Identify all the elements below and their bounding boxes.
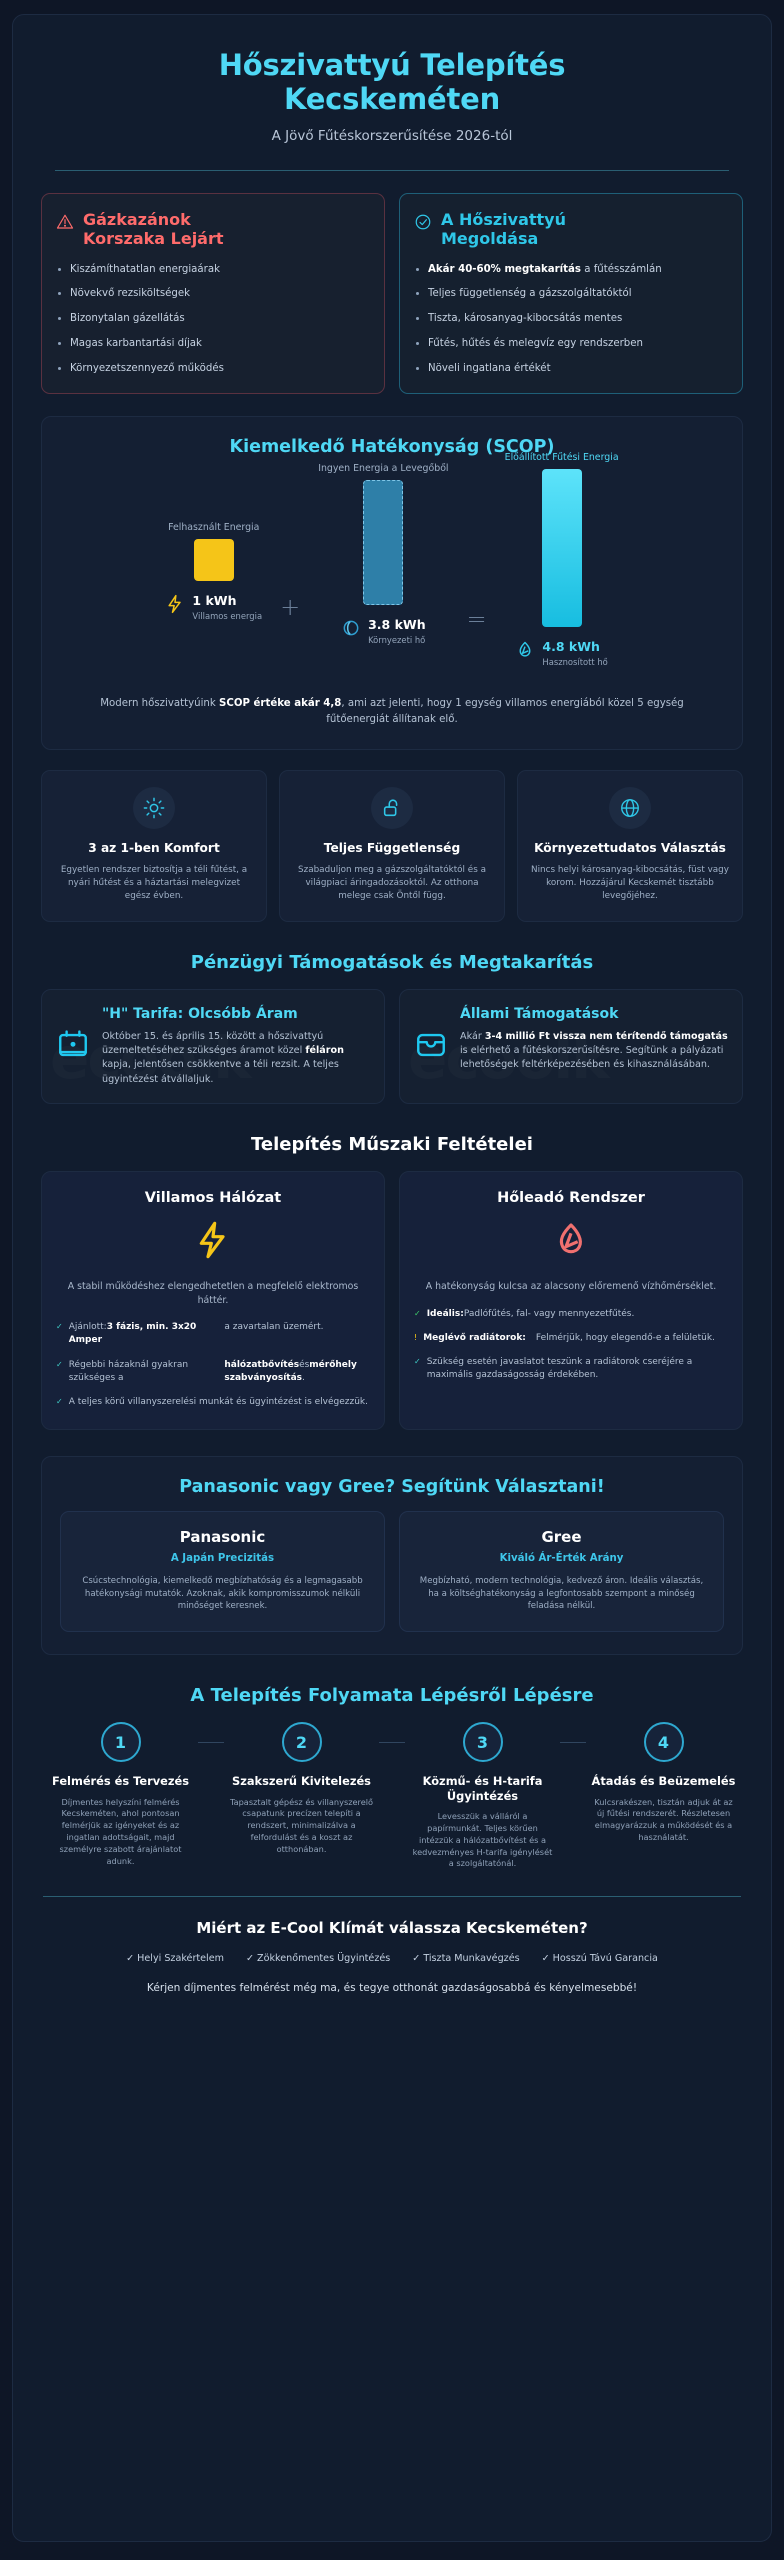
chart-bars-row <box>60 452 724 668</box>
list-item-text: A teljes körű villanyszerelési munkát és ügyintézést is elvégezzük. <box>68 1396 368 1407</box>
footer-divider <box>43 1896 741 1897</box>
bar-value-block <box>515 636 607 667</box>
air-icon <box>341 618 361 642</box>
page-header <box>33 49 751 171</box>
text-bold: 3-4 millió Ft vissza nem térítendő támogatás <box>484 1030 728 1042</box>
check-icon: ✓ <box>245 1953 255 1965</box>
unlock-icon <box>371 787 413 829</box>
chart-bar-group-electric <box>165 522 262 621</box>
tech-card-emitter <box>399 1171 743 1429</box>
flame-icon <box>414 1218 728 1266</box>
card-title <box>441 210 566 248</box>
technical-section <box>33 1171 751 1429</box>
support-card-body <box>102 1006 370 1088</box>
card-gas-boiler-problems <box>41 193 385 394</box>
feature-title: Teljes Függetlenség <box>323 841 461 856</box>
feature-title: 3 az 1-ben Komfort <box>88 841 220 856</box>
footer-chip-label: Hosszú Távú Garancia <box>552 1953 658 1965</box>
text-pre: Akár <box>460 1030 485 1042</box>
header-divider <box>55 170 729 171</box>
card-title-line1: A Hőszivattyú <box>441 210 566 230</box>
feature-card-independence <box>279 770 505 922</box>
list-item-label: Meglévő radiátorok: <box>423 1332 526 1343</box>
check-icon: ✓ <box>414 1356 421 1366</box>
bar-value: 3.8 kWh <box>368 617 426 633</box>
footer-chip <box>246 1953 390 1964</box>
bar-sublabel: Környezeti hő <box>368 635 426 646</box>
footer-cta-text: Kérjen díjmentes felmérést még ma, és tegye otthonát gazdaságosabbá és kényelmesebbé! <box>146 1982 638 1995</box>
check-icon: ✓ <box>56 1396 63 1406</box>
globe-icon <box>609 787 651 829</box>
step-text: Díjmentes helyszíni felmérés Kecskeméten, ahol pontosan felmérjük az igényeket és az ingatlan adottságait, majd személyre szabott árajánlatot adunk. <box>59 1796 182 1867</box>
list-item <box>414 1356 728 1382</box>
brand-card-gree <box>399 1511 724 1633</box>
scop-chart-panel <box>41 416 743 750</box>
warning-triangle-icon <box>56 213 74 235</box>
list-item-text: a fűtésszámlán <box>580 263 662 275</box>
brand-card-panasonic <box>60 1511 385 1633</box>
list-item-content <box>427 1308 635 1321</box>
process-steps <box>33 1722 751 1870</box>
footer-title: Miért az E-Cool Klímát válassza Kecskeméten? <box>196 1919 588 1938</box>
equals-operator-icon: = <box>466 605 487 634</box>
footer-chip <box>412 1953 519 1964</box>
feature-card-comfort <box>41 770 267 922</box>
scop-chart <box>60 452 724 682</box>
process-section-heading: A Telepítés Folyamata Lépésről Lépésre <box>190 1685 594 1707</box>
support-card-title: "H" Tarifa: Olcsóbb Áram <box>102 1005 298 1022</box>
tech-card-lead: A stabil működéshez elengedhetetlen a megfelelő elektromos háttér. <box>67 1281 359 1306</box>
footer-section <box>33 1919 751 1994</box>
page-title-line1: Hőszivattyú Telepítés <box>218 48 566 82</box>
step-number-badge: 1 <box>101 1722 141 1762</box>
step-connector <box>560 1742 586 1743</box>
bar-sublabel: Hasznosított hő <box>542 657 608 668</box>
brand-name: Gree <box>541 1527 582 1546</box>
step-title: Közmű- és H-tarifa Ügyintézés <box>422 1774 543 1803</box>
support-card-text <box>460 1030 728 1073</box>
bar-sublabel: Villamos energia <box>192 611 263 622</box>
bar-category-label: Előállított Fűtési Energia <box>504 452 619 464</box>
feature-text: Egyetlen rendszer biztosítja a téli fűtést, a nyári hűtést és a háztartási melegvizet egész évben. <box>60 865 248 901</box>
chart-bar-group-free-energy <box>318 463 448 645</box>
support-card-state-subsidy <box>399 989 743 1105</box>
card-header <box>414 210 728 248</box>
text-bold: féláron <box>305 1045 344 1057</box>
footer-chip <box>126 1953 224 1964</box>
page-title <box>33 49 751 116</box>
bolt-icon <box>165 593 185 619</box>
chart-title: Kiemelkedő Hatékonyság (SCOP) <box>229 437 555 458</box>
card-header <box>56 210 370 248</box>
brand-text: Csúcstechnológia, kiemelkedő megbízhatóság és a legmagasabb hatékonysági mutatók. Azoknak, akik kompromisszumok nélküli minőséget keresnek. <box>82 1575 363 1612</box>
list-item: Teljes függetlenség a gázszolgáltatóktól <box>414 287 728 301</box>
process-step-3 <box>405 1722 560 1870</box>
list-item: Növekvő rezsiköltségek <box>56 287 370 301</box>
bar-free-energy <box>363 480 403 605</box>
list-item-text: Padlófűtés, fal- vagy mennyezetfűtés. <box>463 1308 635 1319</box>
electrical-requirements-list <box>56 1321 370 1408</box>
feature-title: Környezettudatos Választás <box>534 841 726 856</box>
step-number-badge: 2 <box>282 1722 322 1762</box>
bar-value-text <box>542 636 607 667</box>
list-item-label: Ideális: <box>426 1308 464 1319</box>
tech-card-title: Villamos Hálózat <box>144 1190 282 1207</box>
text-post: is elérhető a fűtéskorszerűsítésre. Segítünk a pályázati lehetőségek feltérképezésében és kihasználásában. <box>460 1045 724 1071</box>
exclamation-icon: ! <box>414 1332 418 1342</box>
bar-value-block <box>165 590 262 621</box>
benefit-list <box>414 263 728 376</box>
brand-section-heading: Panasonic vagy Gree? Segítünk Választani! <box>179 1476 605 1497</box>
list-item-content <box>69 1359 370 1385</box>
check-icon: ✓ <box>126 1953 135 1965</box>
list-item: Növeli ingatlana értékét <box>414 362 728 376</box>
card-title-line2: Korszaka Lejárt <box>83 229 224 249</box>
process-step-2 <box>224 1722 379 1856</box>
check-icon: ✓ <box>56 1359 63 1369</box>
brand-text: Megbízható, modern technológia, kedvező áron. Ideális választás, ha a költséghatékonyság a legfontosabb szempont a minőség feladása nélkül. <box>419 1575 704 1612</box>
plus-operator-icon: + <box>280 593 301 622</box>
list-item-bold2: mérőhely szabványosítás <box>224 1359 357 1383</box>
list-item: Bizonytalan gázellátás <box>56 312 370 326</box>
step-text: Kulcsrakészen, tisztán adjuk át az új fűtési rendszerét. Részletesen elmagyarázzuk a működését és a használatát. <box>594 1796 733 1843</box>
note-post: , ami azt jelenti, hogy 1 egység villamos energiából közel 5 egység fűtőenergiát állítanak elő. <box>326 698 684 725</box>
list-item-label: Régebbi házaknál gyakran szükséges a <box>68 1359 189 1383</box>
list-item-content <box>423 1332 728 1345</box>
note-bold: SCOP értéke akár 4,8 <box>219 698 342 710</box>
check-icon: ✓ <box>56 1322 63 1332</box>
brand-tagline: A Japán Precizitás <box>170 1552 275 1564</box>
step-title: Felmérés és Tervezés <box>52 1774 189 1789</box>
list-item-label: Ajánlott: <box>68 1322 107 1333</box>
page-title-line2: Kecskeméten <box>283 81 501 116</box>
list-item: Fűtés, hűtés és melegvíz egy rendszerben <box>414 337 728 351</box>
list-item-content <box>69 1321 370 1347</box>
step-title: Szakszerű Kivitelezés <box>232 1774 371 1789</box>
footer-chip-label: Zökkenőmentes Ügyintézés <box>257 1953 391 1965</box>
list-item-bold: 3 fázis, min. 3x20 Amper <box>68 1322 197 1346</box>
process-step-1 <box>43 1722 198 1868</box>
list-item-right <box>224 1359 370 1385</box>
tech-card-electrical <box>41 1171 385 1429</box>
check-icon: ✓ <box>541 1953 550 1965</box>
card-heatpump-solution <box>399 193 743 394</box>
step-number-badge: 4 <box>644 1722 684 1762</box>
step-title: Átadás és Beüzemelés <box>591 1774 736 1789</box>
list-item <box>414 1308 728 1321</box>
list-item: Kiszámíthatatlan energiaárak <box>56 263 370 277</box>
support-section <box>33 989 751 1105</box>
technical-section-heading: Telepítés Műszaki Feltételei <box>251 1134 533 1156</box>
support-card-title: Állami Támogatások <box>460 1005 619 1022</box>
tech-card-lead: A hatékonyság kulcsa az alacsony előremenő vízhőmérséklet. <box>425 1281 717 1293</box>
brand-name: Panasonic <box>179 1527 266 1546</box>
list-item <box>56 1359 370 1385</box>
chart-bar-group-output <box>505 452 619 667</box>
support-card-body <box>460 1006 728 1073</box>
bar-value-text <box>192 590 262 621</box>
infographic-frame <box>12 14 772 2542</box>
list-item-left <box>69 1359 215 1385</box>
note-pre: Modern hőszivattyúink <box>100 698 220 710</box>
list-item-bold: hálózatbővítés <box>224 1359 300 1370</box>
brand-cards-row <box>60 1511 724 1633</box>
process-step-4 <box>586 1722 741 1844</box>
sun-icon <box>133 787 175 829</box>
bar-value-text <box>368 614 426 645</box>
list-item <box>414 1332 728 1345</box>
list-item <box>56 1321 370 1347</box>
features-section <box>41 770 743 922</box>
brand-tagline: Kiváló Ár-Érték Arány <box>499 1552 624 1564</box>
comparison-section <box>33 193 751 394</box>
bar-output-energy <box>542 469 582 627</box>
list-item-bold: Akár 40-60% megtakarítás <box>428 263 581 275</box>
text-post: kapja, jelentősen csökkentve a téli rezsit. A teljes ügyintézést átvállaljuk. <box>102 1059 339 1085</box>
step-text: Levesszük a válláról a papírmunkát. Teljes körűen intézzük a hálózatbővítést és a kedvezményes H-tarifa igénylését a szolgáltatónál. <box>412 1810 553 1869</box>
support-card-text <box>102 1030 370 1088</box>
support-section-heading: Pénzügyi Támogatások és Megtakarítás <box>190 951 594 973</box>
emitter-requirements-list <box>414 1308 728 1382</box>
bar-value-block <box>341 614 426 645</box>
bar-category-label: Felhasznált Energia <box>168 522 260 534</box>
step-connector <box>379 1742 405 1743</box>
chart-note <box>60 696 724 727</box>
step-connector <box>198 1742 224 1743</box>
list-item-right: a zavartalan üzemért. <box>224 1322 324 1333</box>
list-item-mid: és <box>299 1359 310 1370</box>
wallet-icon <box>414 1028 448 1066</box>
check-circle-icon <box>414 213 432 235</box>
list-item-text: Felmérjük, hogy elegendő-e a felületük. <box>535 1332 715 1343</box>
step-text: Tapasztalt gépész és villanyszerelő csapatunk precízen telepíti a rendszert, minimalizálva a felfordulást és a koszt az otthonában. <box>229 1796 374 1855</box>
check-icon: ✓ <box>412 1953 421 1965</box>
footer-chip-label: Tiszta Munkavégzés <box>423 1953 520 1965</box>
footer-chip-label: Helyi Szakértelem <box>137 1953 224 1965</box>
list-item <box>414 263 728 277</box>
feature-card-eco <box>517 770 743 922</box>
list-item-left <box>69 1321 215 1347</box>
text-pre: Október 15. és április 15. között a hőszivattyú üzemeltetéséhez szükséges áramot közel <box>102 1030 324 1057</box>
list-item: Magas karbantartási díjak <box>56 337 370 351</box>
footer-chip <box>542 1953 658 1964</box>
bolt-icon <box>56 1218 370 1266</box>
page-subtitle: A Jövő Fűtéskorszerűsítése 2026-tól <box>271 128 513 145</box>
list-item: Tiszta, károsanyag-kibocsátás mentes <box>414 312 728 326</box>
feature-text: Szabaduljon meg a gázszolgáltatóktól és a világpiaci áringadozásoktól. Az otthona melege csak Öntől függ. <box>298 865 486 901</box>
tech-card-title: Hőleadó Rendszer <box>497 1190 645 1207</box>
list-item <box>56 1396 370 1409</box>
calendar-icon <box>56 1028 90 1066</box>
feature-text: Nincs helyi károsanyag-kibocsátás, füst vagy korom. Hozzájárul Kecskemét tisztább levegőjéhez. <box>531 865 729 901</box>
brand-comparison-panel <box>41 1456 743 1656</box>
bar-electric <box>194 539 234 581</box>
footer-chips <box>33 1953 751 1964</box>
list-item-rest: . <box>302 1372 305 1383</box>
problem-list <box>56 263 370 376</box>
step-number-badge: 3 <box>463 1722 503 1762</box>
check-icon: ✓ <box>414 1308 421 1318</box>
bar-value: 4.8 kWh <box>542 639 600 655</box>
bar-value: 1 kWh <box>192 593 237 609</box>
card-title-line1: Gázkazánok <box>83 210 191 230</box>
card-title-line2: Megoldása <box>441 229 539 249</box>
support-card-h-tariff <box>41 989 385 1105</box>
heat-icon <box>515 640 535 664</box>
list-item: Környezetszennyező működés <box>56 362 370 376</box>
list-item-text: Szükség esetén javaslatot teszünk a radiátorok cseréjére a maximális gazdaságosság érdekében. <box>426 1356 693 1380</box>
bar-category-label: Ingyen Energia a Levegőből <box>318 463 449 475</box>
card-title <box>83 210 224 248</box>
